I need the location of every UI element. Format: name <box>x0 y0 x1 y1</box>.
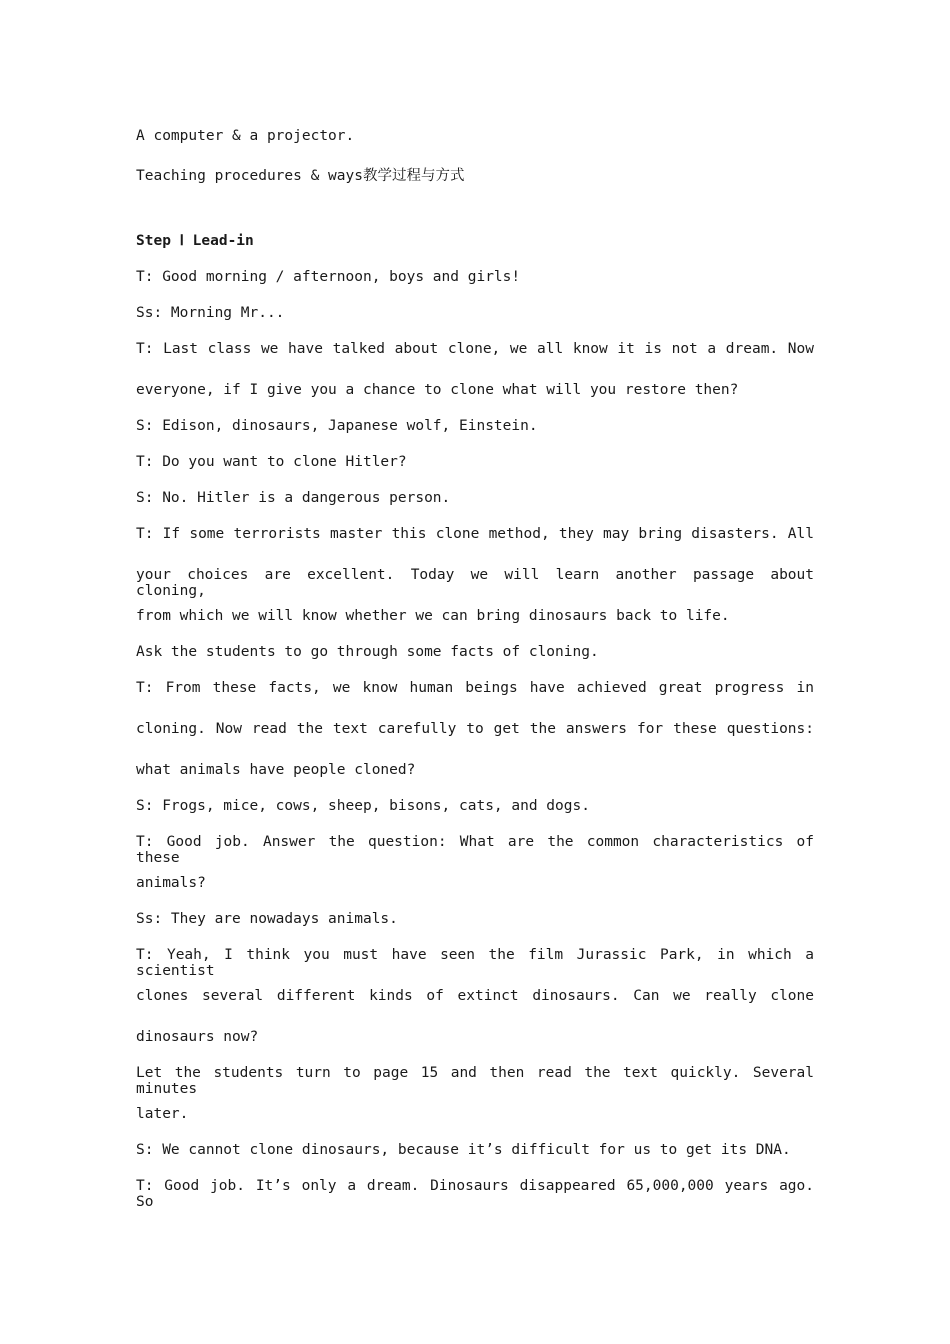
materials-line: A computer & a projector. <box>136 128 355 144</box>
dialogue-line: Ss: Morning Mr... <box>136 305 285 321</box>
dialogue-line: from which we will know whether we can bring dinosaurs back to life. <box>136 608 730 624</box>
dialogue-line: everyone, if I give you a chance to clone what will you restore then? <box>136 382 739 398</box>
dialogue-line: what animals have people cloned? <box>136 762 416 778</box>
dialogue-line: animals? <box>136 875 206 891</box>
dialogue-line: your choices are excellent. Today we will learn another passage about cloning, <box>136 567 814 599</box>
step-heading: Step Ⅰ Lead-in <box>136 233 254 249</box>
dialogue-line: T: If some terrorists master this clone method, they may bring disasters. All <box>136 526 814 542</box>
dialogue-line: dinosaurs now? <box>136 1029 259 1045</box>
dialogue-line: Ask the students to go through some facts of cloning. <box>136 644 599 660</box>
dialogue-line: S: No. Hitler is a dangerous person. <box>136 490 451 506</box>
dialogue-line: T: Good job. Answer the question: What are the common characteristics of these <box>136 834 814 866</box>
dialogue-line: S: Edison, dinosaurs, Japanese wolf, Einstein. <box>136 418 538 434</box>
dialogue-line: S: We cannot clone dinosaurs, because it’s difficult for us to get its DNA. <box>136 1142 791 1158</box>
dialogue-line: T: Last class we have talked about clone, we all know it is not a dream. Now <box>136 341 814 357</box>
dialogue-line: later. <box>136 1106 189 1122</box>
dialogue-line: T: Yeah, I think you must have seen the film Jurassic Park, in which a scientist <box>136 947 814 979</box>
dialogue-line: cloning. Now read the text carefully to get the answers for these questions: <box>136 721 814 737</box>
dialogue-line: Let the students turn to page 15 and then read the text quickly. Several minutes <box>136 1065 814 1097</box>
dialogue-line: T: Good job. It’s only a dream. Dinosaurs disappeared 65,000,000 years ago. So <box>136 1178 814 1210</box>
dialogue-line: T: From these facts, we know human beings have achieved great progress in <box>136 680 814 696</box>
dialogue-line: S: Frogs, mice, cows, sheep, bisons, cats, and dogs. <box>136 798 590 814</box>
dialogue-line: clones several different kinds of extinct dinosaurs. Can we really clone <box>136 988 814 1004</box>
dialogue-line: T: Do you want to clone Hitler? <box>136 454 407 470</box>
procedures-heading: Teaching procedures & ways教学过程与方式 <box>136 168 465 184</box>
dialogue-line: T: Good morning / afternoon, boys and girls! <box>136 269 521 285</box>
dialogue-line: Ss: They are nowadays animals. <box>136 911 398 927</box>
